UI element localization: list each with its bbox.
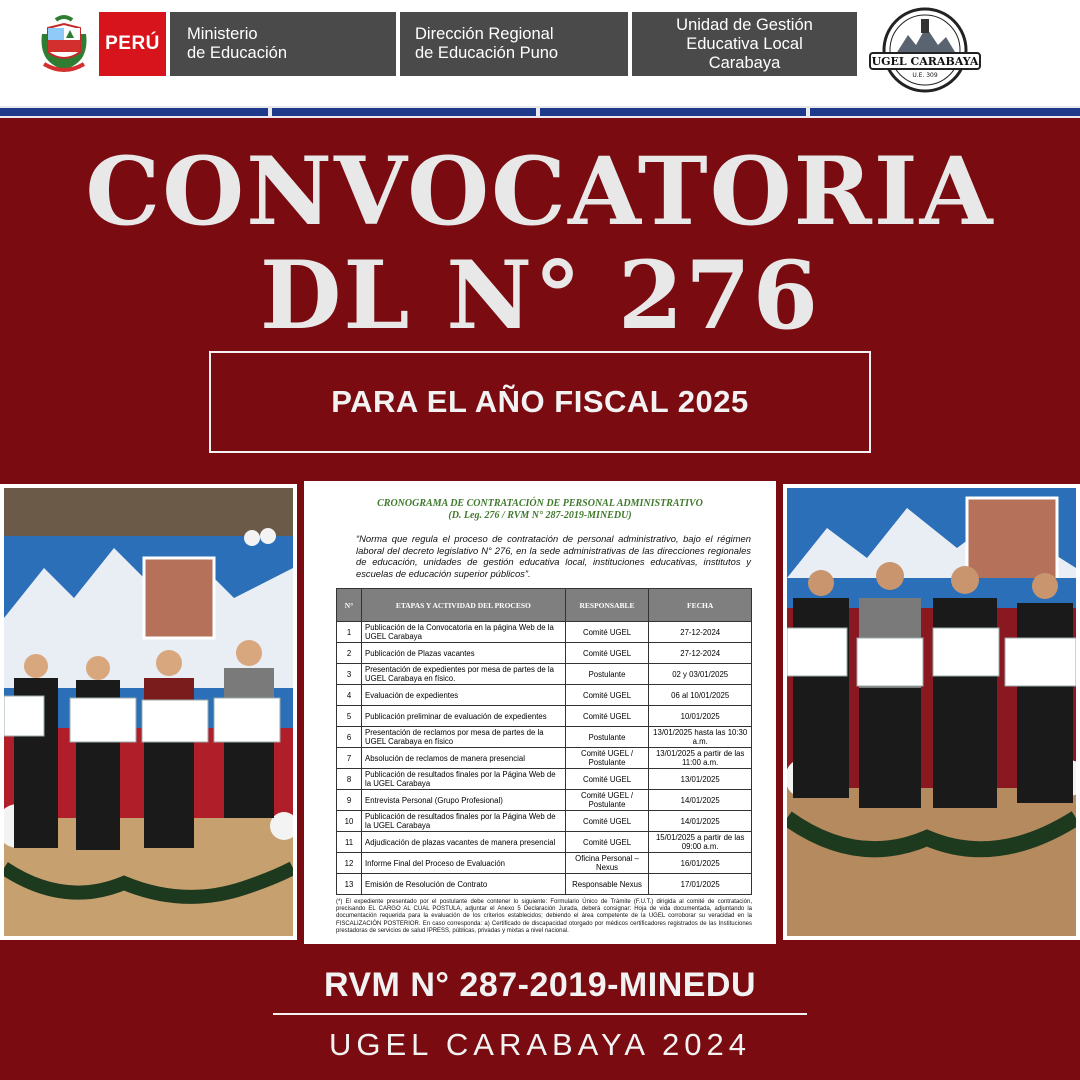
title-line-1: CONVOCATORIA xyxy=(85,137,995,247)
ugel-logo-text: UGEL CARABAYA xyxy=(871,55,979,68)
col-responsable: RESPONSABLE xyxy=(565,589,649,622)
table-row: 13 Emisión de Resolución de Contrato Responsable Nexus 17/01/2025 xyxy=(337,874,752,895)
table-row: 10 Publicación de resultados finales por la Página Web de la UGEL Carabaya Comité UGEL 14/01/2025 xyxy=(337,811,752,832)
right-ceremony-photo xyxy=(783,484,1080,940)
rvm-reference: RVM N° 287-2019-MINEDU xyxy=(323,966,757,1004)
schedule-document xyxy=(304,481,776,944)
col-n: N° xyxy=(337,589,362,622)
document-footnote: (*) El expediente presentado por el postulante debe contener lo siguiente: Formulario Único de Trámite (F.U.T.) dirigida al comité de contratación, precisando EL CARGO AL CUAL POSTULA, adjuntar el Anexo 5 Declaración Jurada, deberá consignar: Hoja de vida documentada, adjuntando la documentación requerida para la evaluación de los criterios establecidos; debiendo el área competente de la UGEL corroborar su veracidad en la FISCALIZACIÓN POSTERIOR. En caso corresponda: a) Certificado de discapacidad otorgado por médicos certificadores registrados de las Instituciones prestadoras de servicios de salud IPRESS, públicas, privadas y mixtas a nivel nacional. xyxy=(336,899,752,934)
ugel-line-1: Unidad de Gestión xyxy=(676,15,813,34)
document-quote: “Norma que regula el proceso de contratación de personal administrativo, bajo el régimen laboral del decreto legislativo N° 276, en la sede administrativas de las direcciones regionales de educación, unidades de gestión educativa local, instituciones educativas, institutos y escuelas de educación superior públicos”. xyxy=(356,533,751,579)
ugel-logo-subtext: U.E. 309 xyxy=(912,72,938,79)
regional-box xyxy=(400,12,628,76)
document-title: CRONOGRAMA DE CONTRATACIÓN DE PERSONAL ADMINISTRATIVO xyxy=(377,498,703,509)
table-row: 12 Informe Final del Proceso de Evaluación Oficina Personal – Nexus 16/01/2025 xyxy=(337,853,752,874)
table-row: 9 Entrevista Personal (Grupo Profesional) Comité UGEL / Postulante 14/01/2025 xyxy=(337,790,752,811)
ugel-carabaya-logo xyxy=(866,5,984,95)
title-line-2: DL N° 276 xyxy=(259,241,821,351)
table-row: 7 Absolución de reclamos de manera presencial Comité UGEL / Postulante 13/01/2025 a partir de las 11:00 a.m. xyxy=(337,748,752,769)
ugel-line-3: Carabaya xyxy=(708,53,781,72)
header-bar xyxy=(0,0,1080,106)
region-line-2: de Educación Puno xyxy=(415,44,559,62)
right-photo-illustration xyxy=(787,488,1076,936)
ministry-box xyxy=(170,12,396,76)
subtitle-text: PARA EL AÑO FISCAL 2025 xyxy=(331,384,749,419)
header-stripe xyxy=(0,106,1080,118)
table-row: 4 Evaluación de expedientes Comité UGEL 06 al 10/01/2025 xyxy=(337,685,752,706)
table-row: 8 Publicación de resultados finales por la Página Web de la UGEL Carabaya Comité UGEL 13/01/2025 xyxy=(337,769,752,790)
table-header-row xyxy=(337,589,752,622)
schedule-table xyxy=(336,588,752,895)
ugel-box xyxy=(632,12,857,76)
peru-coat-of-arms-icon xyxy=(38,14,90,78)
document-subtitle: (D. Leg. 276 / RVM N° 287-2019-MINEDU) xyxy=(448,510,632,521)
table-row: 5 Publicación preliminar de evaluación de expedientes Comité UGEL 10/01/2025 xyxy=(337,706,752,727)
left-ceremony-photo xyxy=(0,484,297,940)
table-row: 3 Presentación de expedientes por mesa de partes de la UGEL Carabaya en físico. Postulante 02 y 03/01/2025 xyxy=(337,664,752,685)
subtitle-box xyxy=(209,351,871,453)
peru-label: PERÚ xyxy=(99,12,166,76)
region-line-1: Dirección Regional xyxy=(415,25,554,43)
table-row: 1 Publicación de la Convocatoria en la página Web de la UGEL Carabaya Comité UGEL 27-12-2024 xyxy=(337,622,752,643)
footer-divider xyxy=(273,1013,807,1015)
ministry-line-1: Ministerio xyxy=(187,25,258,43)
left-photo-illustration xyxy=(4,488,293,936)
col-etapa: ETAPAS Y ACTIVIDAD DEL PROCESO xyxy=(362,589,566,622)
ministry-line-2: de Educación xyxy=(187,44,287,62)
ugel-year-label: UGEL CARABAYA 2024 xyxy=(329,1027,751,1062)
table-row: 6 Presentación de reclamos por mesa de partes de la UGEL Carabaya en físico Postulante 13/01/2025 hasta las 10:30 a.m. xyxy=(337,727,752,748)
table-row: 2 Publicación de Plazas vacantes Comité UGEL 27-12-2024 xyxy=(337,643,752,664)
col-fecha: FECHA xyxy=(649,589,752,622)
ugel-line-2: Educativa Local xyxy=(686,34,803,53)
table-row: 11 Adjudicación de plazas vacantes de manera presencial Comité UGEL 15/01/2025 a partir de las 09:00 a.m. xyxy=(337,832,752,853)
